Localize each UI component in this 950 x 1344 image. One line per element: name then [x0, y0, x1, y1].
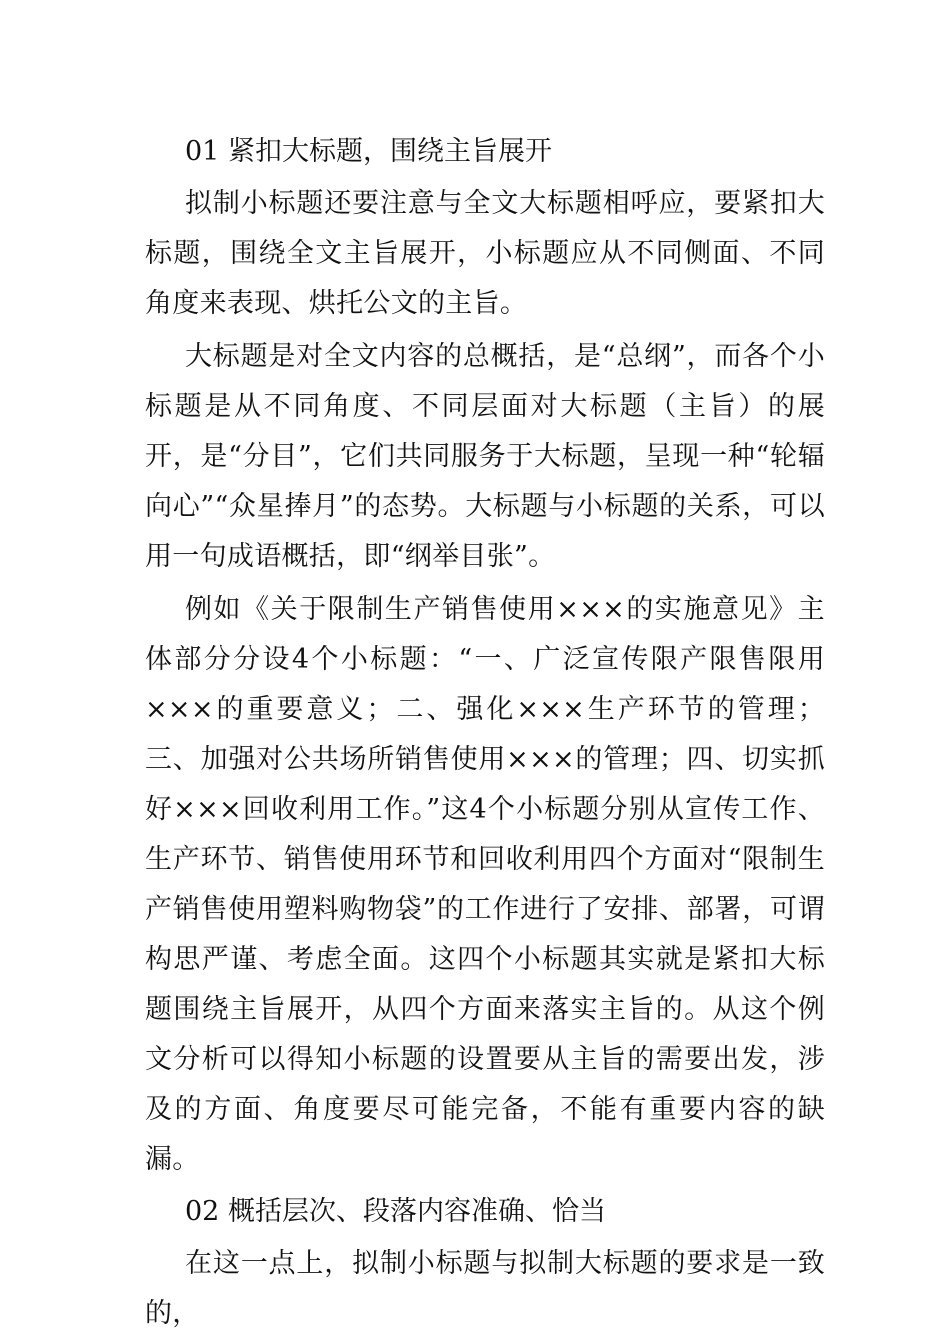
paragraph-4: 在这一点上，拟制小标题与拟制大标题的要求是一致的，: [145, 1248, 825, 1329]
section-heading-1: 01 紧扣大标题，围绕主旨展开: [185, 136, 552, 167]
paragraph-1: 拟制小标题还要注意与全文大标题相呼应，要紧扣大标题，围绕全文主旨展开，小标题应从不同侧面、不同角度来表现、烘托公文的主旨。: [145, 188, 825, 319]
paragraph-3: 例如《关于限制生产销售使用×××的实施意见》主体部分分设4个小标题：“一、广泛宣传限产限售限用×××的重要意义；二、强化×××生产环节的管理；三、加强对公共场所销售使用×××的管理；四、切实抓好×××回收利用工作。”这4个小标题分别从宣传工作、生产环节、销售使用环节和回收利用四个方面对“限制生产销售使用塑料购物袋”的工作进行了安排、部署，可谓构思严谨、考虑全面。这四个小标题其实就是紧扣大标题围绕主旨展开，从四个方面来落实主旨的。从这个例文分析可以得知小标题的设置要从主旨的需要出发，涉及的方面、角度要尽可能完备，不能有重要内容的缺漏。: [145, 594, 825, 1175]
document-body: [145, 128, 825, 1342]
paragraph-2: 大标题是对全文内容的总概括，是“总纲”，而各个小标题是从不同角度、不同层面对大标题（主旨）的展开，是“分目”，它们共同服务于大标题，呈现一种“轮辐向心”“众星捧月”的态势。大标题与小标题的关系，可以用一句成语概括，即“纲举目张”。: [145, 341, 825, 572]
section-heading-2: 02 概括层次、段落内容准确、恰当: [185, 1196, 606, 1227]
